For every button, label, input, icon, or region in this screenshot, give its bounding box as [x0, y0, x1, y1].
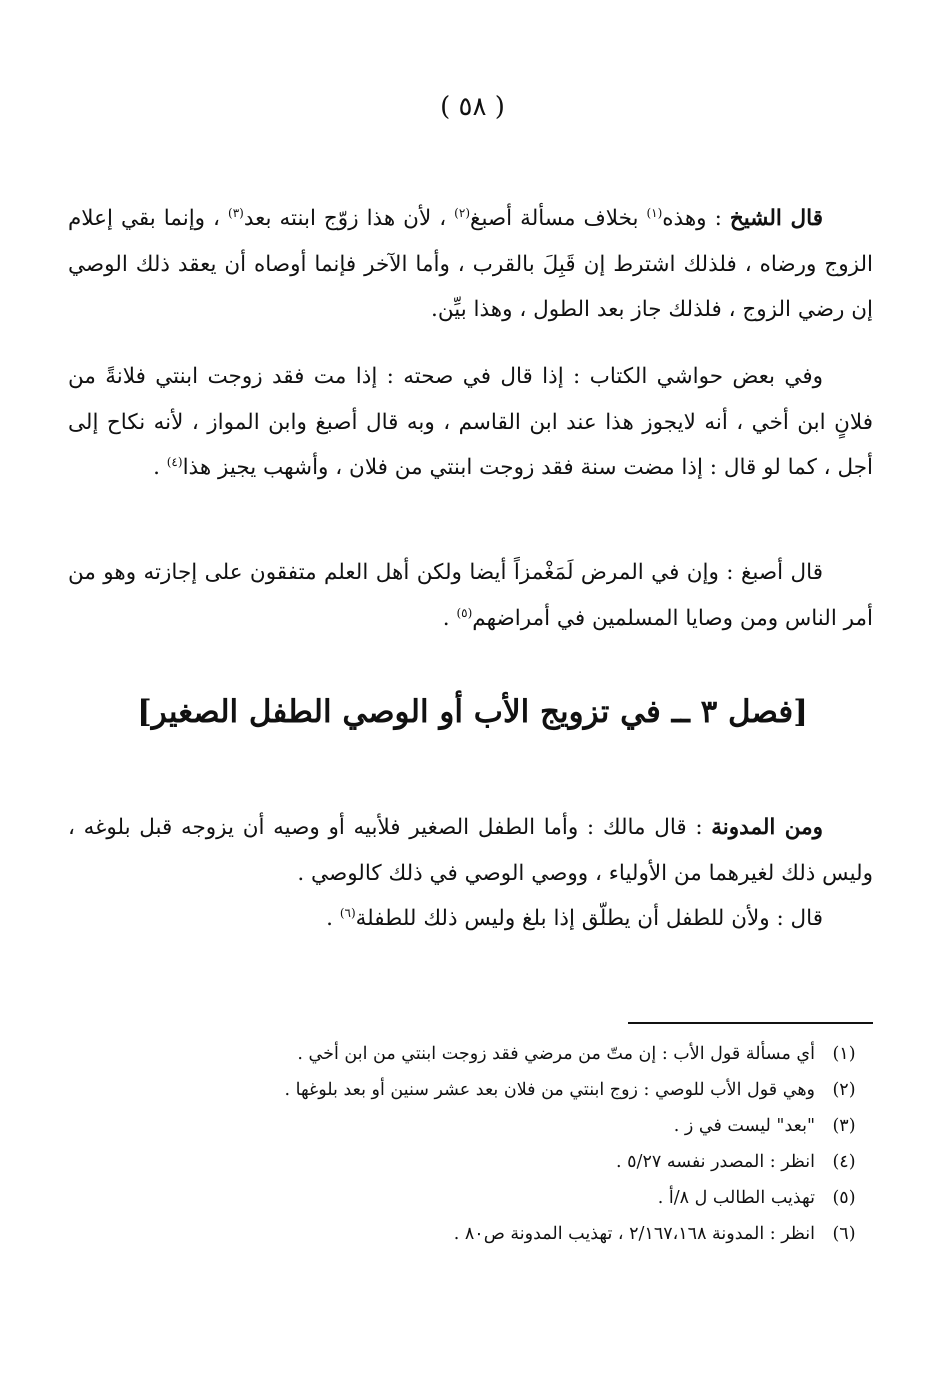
section-heading: [فصل ٣ ــ في تزويج الأب أو الوصي الطفل الصغير] [137, 694, 808, 730]
paragraph-text: . [153, 455, 167, 480]
paragraph-lead-term: ومن المدونة [711, 815, 823, 840]
footnote-marker[interactable]: (٥) [456, 605, 473, 620]
paragraph-sheikh-statement [68, 196, 873, 333]
paragraph-text: وفي بعض حواشي الكتاب : إذا قال في صحته : إذا مت فقد زوجت ابنتي فلانةً من فلانٍ ابن أخي ، أنه لايجوز هذا عند ابن القاسم ، وبه قال أصبغ وابن المواز ، لأنه نكاح إلى أجل ، كما لو قال : إذا مضت سنة فقد زوجت ابنتي من فلان ، وأشهب يجيز هذا [68, 364, 873, 480]
footnote-item [68, 1224, 873, 1260]
footnotes-list [68, 1044, 873, 1260]
footnote-marker[interactable]: (٦) [339, 905, 356, 920]
paragraph-text: : قال مالك : وأما الطفل الصغير فلأبيه أو وصيه أن يزوجه قبل بلوغه ، وليس ذلك لغيرهما من الأولياء ، ووصي الوصي في ذلك كالوصي . [68, 815, 873, 886]
page-number: ( ٥٨ ) [440, 92, 505, 122]
footnote-text: تهذيب الطالب ل ٨/أ . [657, 1188, 815, 1208]
paragraph-text: ، وإنما بقي إعلام الزوج ورضاه ، فلذلك اشترط إن قَبِلَ بالقرب ، وأما الآخر فإنما أوصاه أن يعقد ذلك الوصي إن رضي الزوج ، فلذلك جاز بعد الطول ، وهذا بيِّن. [68, 206, 873, 322]
paragraph-margin-notes [68, 354, 873, 491]
footnote-number: (٢) [832, 1080, 856, 1100]
footnote-text: انظر : المدونة ٢/١٦٧،١٦٨ ، تهذيب المدونة ص٨٠ . [453, 1224, 815, 1244]
paragraph-divorce-ruling [68, 896, 873, 942]
paragraph-text: . [442, 605, 457, 631]
footnote-text: انظر : المصدر نفسه ٥/٢٧ . [616, 1152, 815, 1172]
footnote-text: "بعد" ليست في ز . [673, 1116, 815, 1136]
footnote-item [68, 1152, 873, 1188]
footnote-number: (٣) [832, 1116, 856, 1136]
footnote-text: وهي قول الأب للوصي : زوج ابنتي من فلان بعد عشر سنين أو بعد بلوغها . [284, 1080, 815, 1100]
paragraph-lead-term: قال الشيخ [729, 206, 823, 231]
paragraph-text: . [326, 906, 340, 931]
paragraph-asbagh-statement [68, 550, 873, 641]
footnote-item [68, 1080, 873, 1116]
footnote-number: (٤) [832, 1152, 856, 1172]
footnote-marker[interactable]: (١) [646, 205, 663, 220]
paragraph-text: بخلاف مسألة أصبغ [470, 206, 647, 231]
footnote-number: (١) [832, 1044, 856, 1064]
paragraph-text: ، لأن هذا زوّج ابنته بعد [243, 206, 455, 231]
paragraph-text: : وهذه [662, 206, 730, 231]
paragraph-mudawwana [68, 805, 873, 896]
footnote-number: (٦) [832, 1224, 856, 1244]
footnote-marker[interactable]: (٣) [228, 205, 244, 220]
paragraph-text: قال : ولأن للطفل أن يطلّق إذا بلغ وليس ذلك للطفلة [355, 906, 823, 931]
footnote-divider [628, 1022, 873, 1024]
footnote-text: أي مسألة قول الأب : إن متّ من مرضي فقد زوجت ابنتي من ابن أخي . [297, 1044, 815, 1064]
footnote-marker[interactable]: (٢) [454, 205, 470, 220]
footnote-item [68, 1188, 873, 1224]
footnote-item [68, 1044, 873, 1080]
footnote-number: (٥) [832, 1188, 856, 1208]
paragraph-text: قال أصبغ : وإن في المرض لَمَغْمزاً أيضا ولكن أهل العلم متفقون على إجازته وهو من أمر الناس ومن وصايا المسلمين في أمراضهم [68, 560, 873, 631]
footnote-marker[interactable]: (٤) [166, 454, 183, 469]
footnote-item [68, 1116, 873, 1152]
